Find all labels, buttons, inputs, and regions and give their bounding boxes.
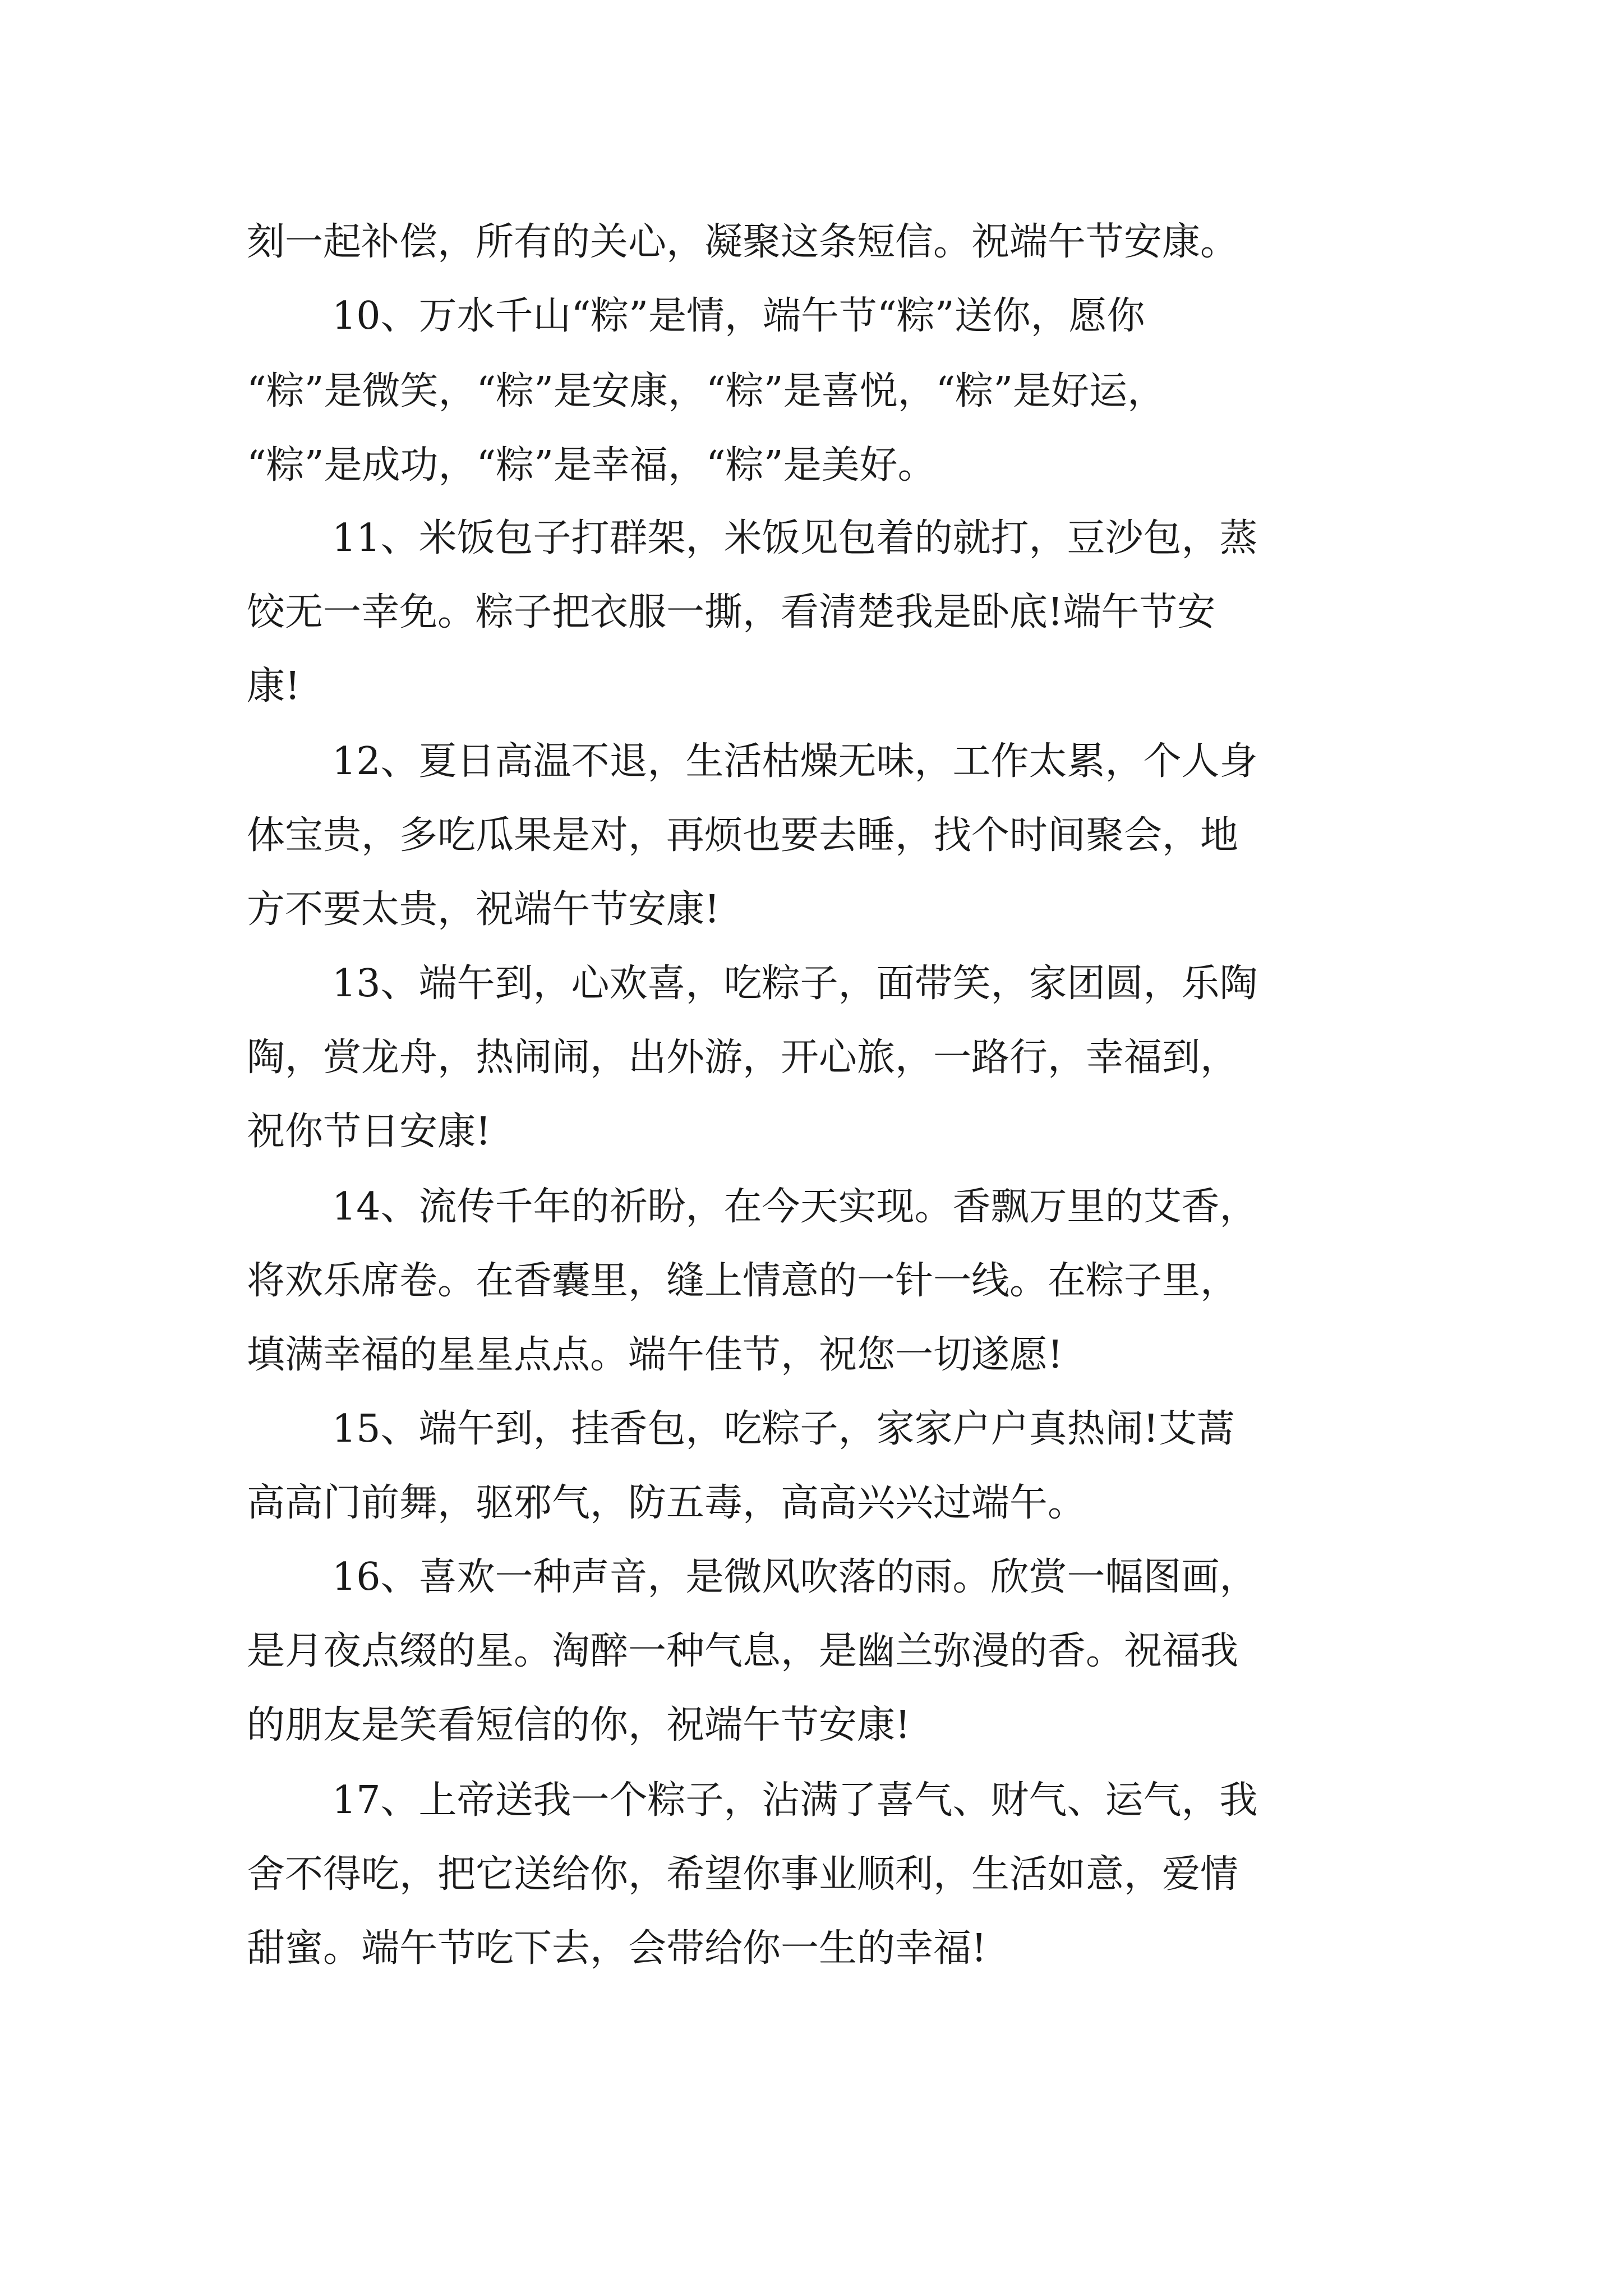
text-line: 10、万水千山“粽”是情，端午节“粽”送你，愿你 <box>332 294 1145 338</box>
text-line: 甜蜜。端午节吃下去，会带给你一生的幸福! <box>247 1926 987 1971</box>
text-line: 舍不得吃，把它送给你，希望你事业顺利，生活如意，爱情 <box>247 1852 1239 1897</box>
text-line: 高高门前舞，驱邪气，防五毒，高高兴兴过端午。 <box>247 1481 1086 1525</box>
text-line: 体宝贵，多吃瓜果是对，再烦也要去睡，找个时间聚会，地 <box>247 813 1239 858</box>
text-line: 刻一起补偿，所有的关心，凝聚这条短信。祝端午节安康。 <box>247 220 1239 264</box>
text-line: “粽”是微笑，“粽”是安康，“粽”是喜悦，“粽”是好运， <box>247 369 1166 413</box>
text-line: 16、喜欢一种声音，是微风吹落的雨。欣赏一幅图画， <box>332 1555 1258 1599</box>
text-line: 的朋友是笑看短信的你，祝端午节安康! <box>247 1703 911 1747</box>
text-line: 填满幸福的星星点点。端午佳节，祝您一切遂愿! <box>247 1333 1063 1377</box>
text-line: 17、上帝送我一个粽子，沾满了喜气、财气、运气，我 <box>332 1778 1258 1823</box>
text-line: 祝你节日安康! <box>247 1110 491 1154</box>
text-line: 方不要太贵，祝端午节安康! <box>247 887 720 932</box>
text-line: 将欢乐席卷。在香囊里，缝上情意的一针一线。在粽子里， <box>247 1259 1239 1303</box>
text-line: 是月夜点缀的星。淘醉一种气息，是幽兰弥漫的香。祝福我 <box>247 1629 1239 1673</box>
text-line: 陶，赏龙舟，热闹闹，出外游，开心旅，一路行，幸福到， <box>247 1036 1239 1080</box>
text-line: “粽”是成功，“粽”是幸福，“粽”是美好。 <box>247 443 936 487</box>
text-line: 12、夏日高温不退，生活枯燥无味，工作太累，个人身 <box>332 739 1258 784</box>
text-line: 13、端午到，心欢喜，吃粽子，面带笑，家团圆，乐陶 <box>332 961 1258 1006</box>
text-line: 康! <box>247 664 301 708</box>
text-line: 11、米饭包子打群架，米饭见包着的就打，豆沙包，蒸 <box>332 516 1258 560</box>
text-line: 饺无一幸免。粽子把衣服一撕，看清楚我是卧底!端午节安 <box>247 590 1216 634</box>
text-line: 14、流传千年的祈盼，在今天实现。香飘万里的艾香， <box>332 1185 1258 1229</box>
text-line: 15、端午到，挂香包，吃粽子，家家户户真热闹!艾蒿 <box>332 1407 1235 1451</box>
